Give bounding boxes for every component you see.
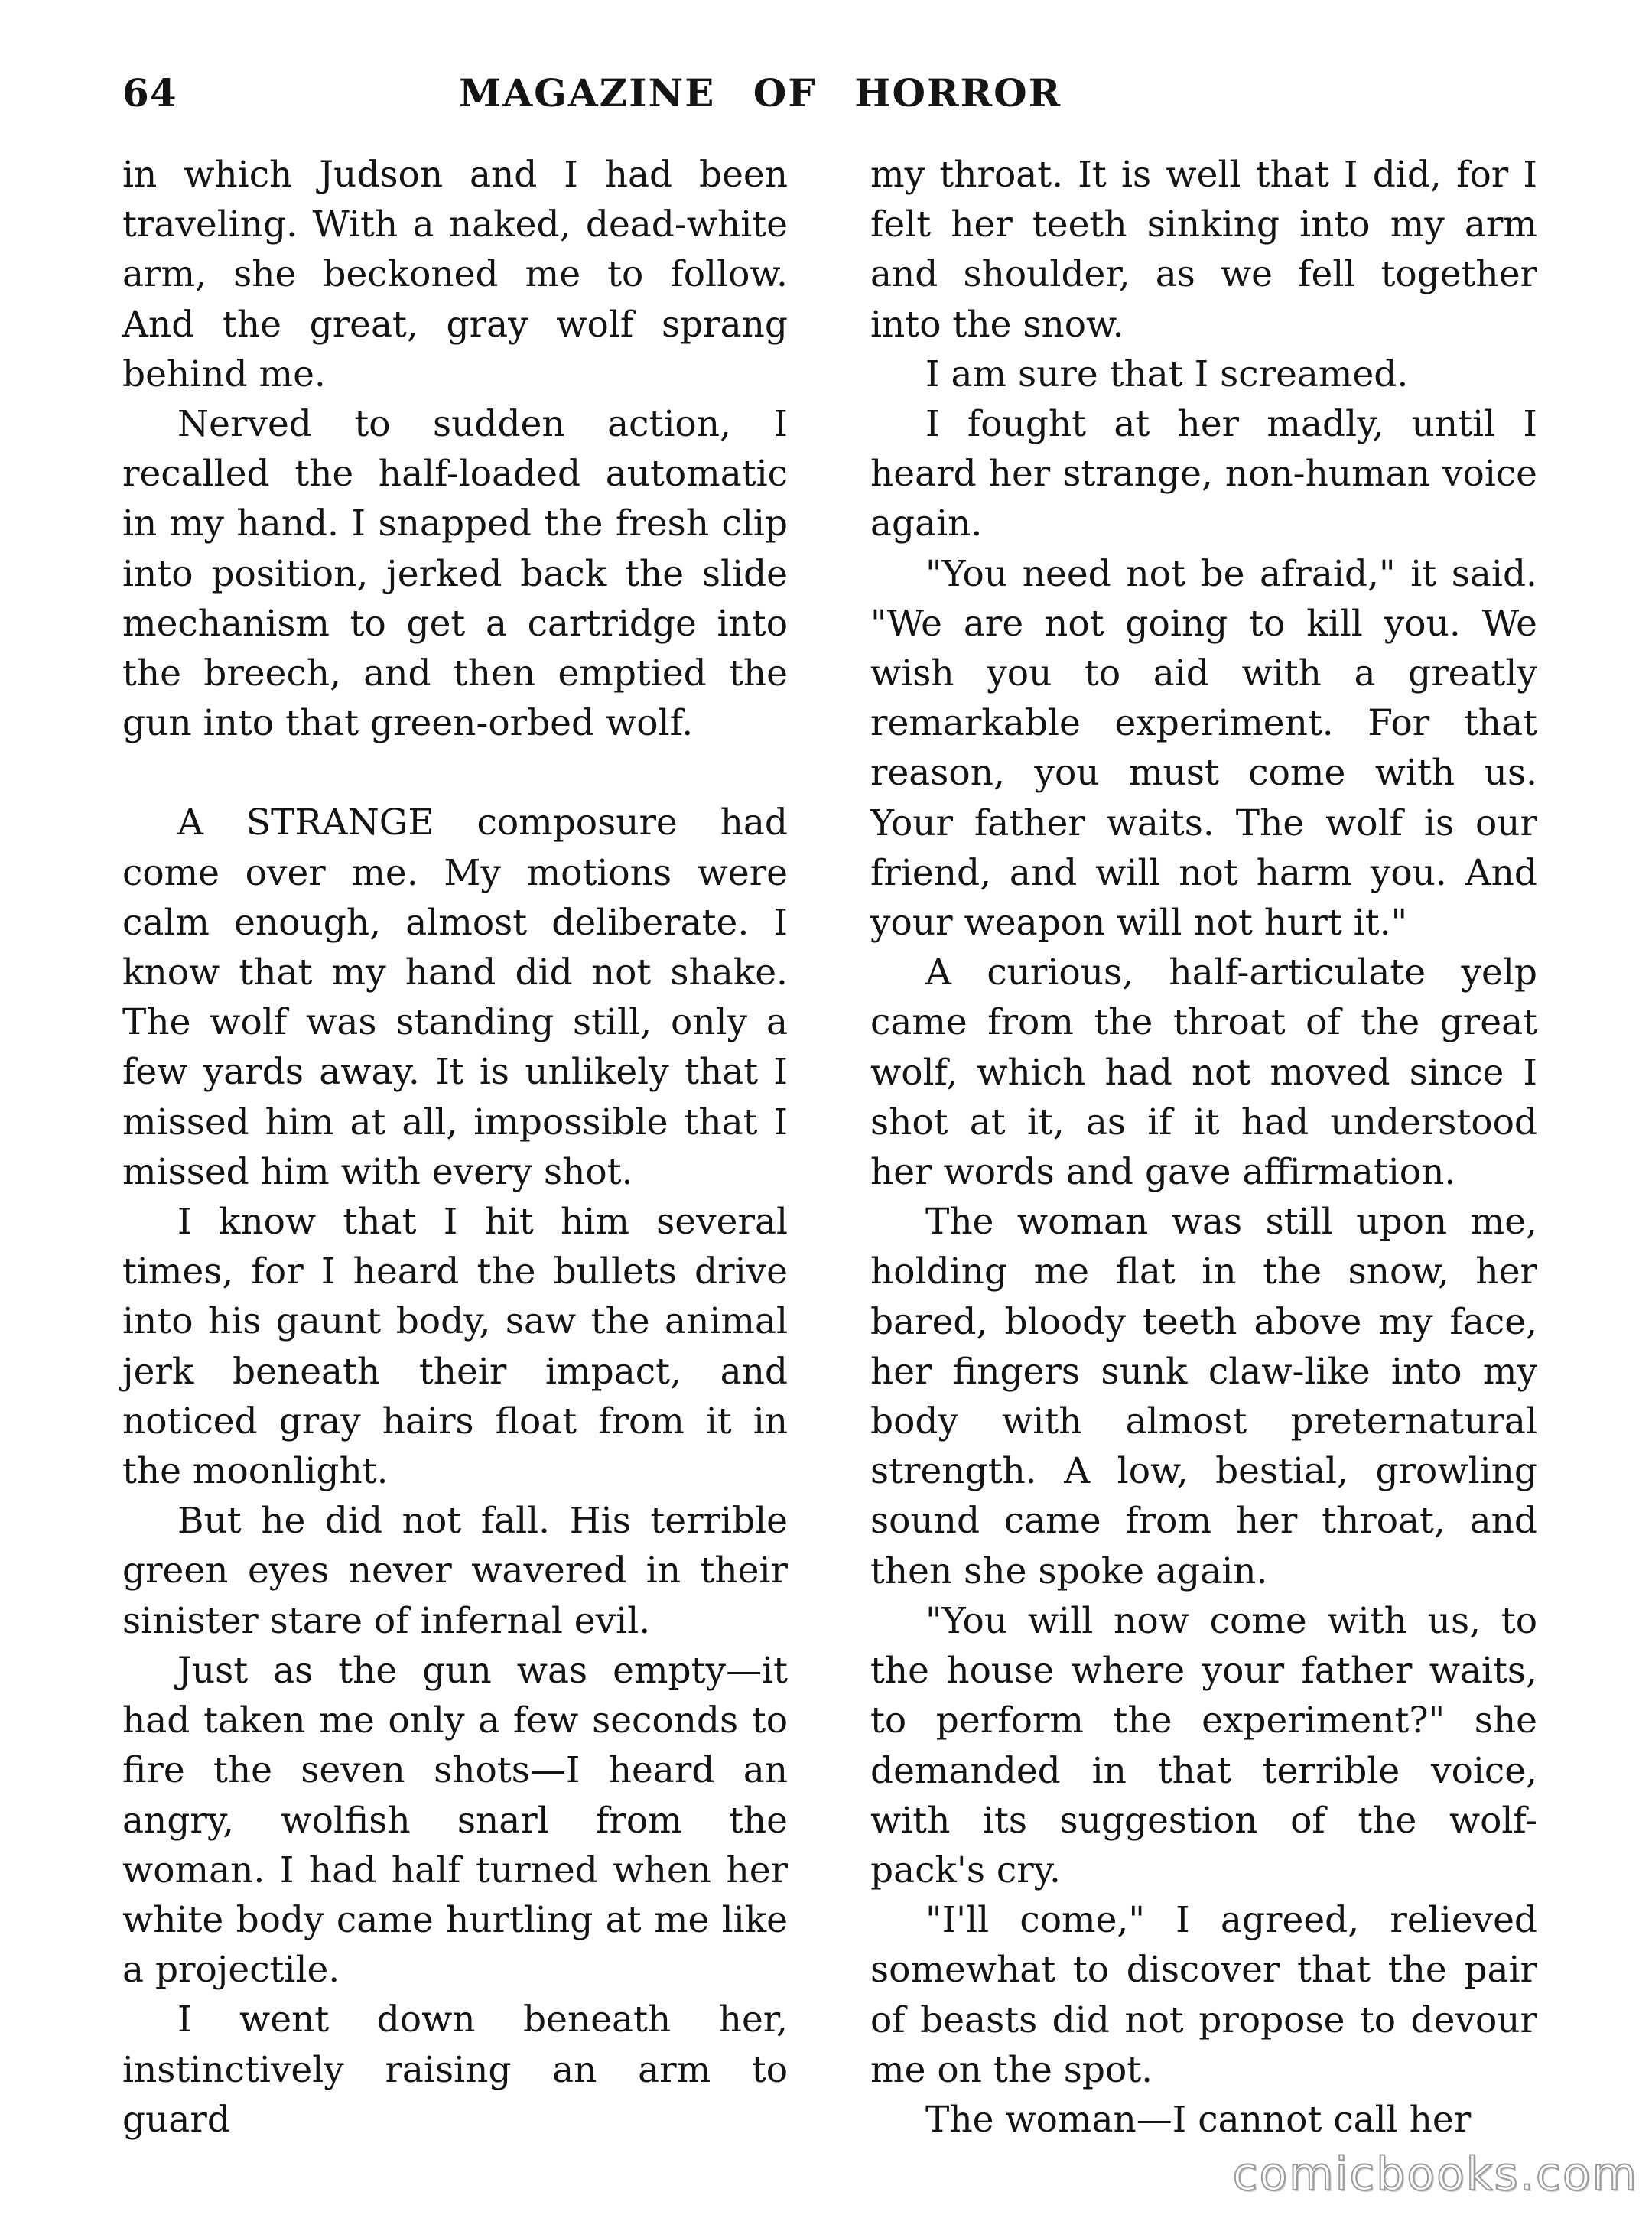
paragraph: Nerved to sudden action, I recalled the half-loaded automatic in my hand. I snapped the fresh clip into position, jerked back the slide mechanism to get a cartridge into the breech, and then emptied the gun into that green-orbed wolf.: [122, 403, 788, 745]
paragraph: I fought at her madly, until I heard her strange, non-human voice again.: [870, 403, 1537, 545]
page-header: [122, 70, 1560, 132]
paragraph: in which Judson and I had been traveling. With a naked, dead-white arm, she beckoned me to follow. And the great, gray wolf sprang behind me.: [122, 154, 788, 395]
paragraph: I am sure that I screamed.: [925, 353, 1409, 395]
paragraph: my throat. It is well that I did, for I felt her teeth sinking into my arm and shoulder, as we fell together into the snow.: [870, 154, 1537, 346]
paragraph: I know that I hit him several times, for I heard the bullets drive into his gaunt body, saw the animal jerk beneath their impact, and noticed gray hairs float from it in the moonlight.: [122, 1201, 788, 1493]
page-number: 64: [122, 70, 177, 115]
right-column: [870, 150, 1537, 2145]
paragraph: But he did not fall. His terrible green eyes never wavered in their sinister stare of infernal evil.: [122, 1500, 788, 1642]
paragraph: The woman was still upon me, holding me flat in the snow, her bared, bloody teeth above my face, her fingers sunk claw-like into my body with almost preternatural strength. A low, bestial, growling sound came from her throat, and then she spoke again.: [870, 1201, 1537, 1592]
paragraph: "You need not be afraid," it said. "We are not going to kill you. We wish you to aid with a greatly remarkable experiment. For that reason, you must come with us. Your father waits. The wolf is our friend, and will not harm you. And your weapon will not hurt it.": [870, 552, 1537, 945]
watermark: comicbooks.com: [1232, 2148, 1638, 2201]
paragraph: A curious, half-articulate yelp came from the throat of the great wolf, which had not moved since I shot at it, as if it had understood her words and gave affirmation.: [870, 951, 1537, 1194]
paragraph: A STRANGE composure had come over me. My motions were calm enough, almost deliberate. I know that my hand did not shake. The wolf was standing still, only a few yards away. It is unlikely that I missed him at all, impossible that I missed him with every shot.: [122, 802, 788, 1193]
paragraph: "I'll come," I agreed, relieved somewhat to discover that the pair of beasts did not propose to devour me on the spot.: [870, 1899, 1537, 2091]
paragraph: Just as the gun was empty—it had taken me only a few seconds to fire the seven shots—I heard an angry, wolfish snarl from the woman. I had half turned when her white body came hurtling at me like a projectile.: [122, 1649, 788, 1992]
left-column: [122, 150, 788, 2145]
paragraph: "You will now come with us, to the house where your father waits, to perform the experiment?" she demanded in that terrible voice, with its suggestion of the wolf-pack's cry.: [870, 1599, 1537, 1891]
running-title: MAGAZINE OF HORROR: [459, 70, 1062, 115]
paragraph: The woman—I cannot call her: [925, 2098, 1472, 2141]
paragraph: I went down beneath her, instinctively raising an arm to guard: [122, 1998, 788, 2141]
